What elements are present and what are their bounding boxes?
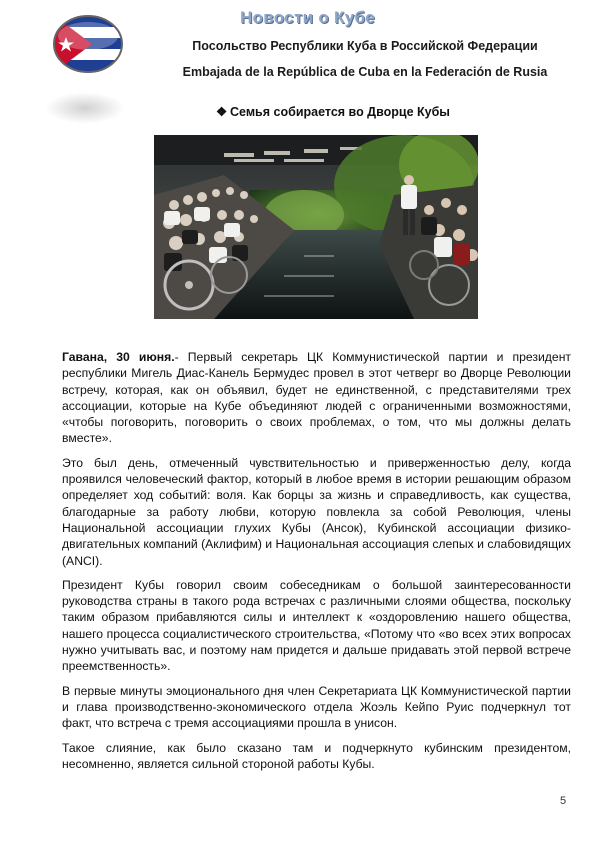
logo-shadow	[45, 92, 125, 124]
page-number: 5	[560, 795, 567, 807]
article-paragraph: Такое слияние, как было сказано там и подчеркнуто кубинским президентом, несомненно, является сильной стороной работы Кубы.	[62, 740, 571, 771]
bullet-icon: ❖	[216, 105, 228, 119]
article-paragraph	[62, 349, 571, 447]
news-title: Новости о Кубе	[239, 8, 376, 27]
article-paragraph: Это был день, отмеченный чувствительностью и приверженностью делу, когда проявился человеческий фактор, который в любое время в истории решающим образом определяет ход событий: воля. Как борцы за жизнь и справедливость, как существа, благодарные за работу любви, которую повлекла за собой Революция, члены Национальной ассоциации глухих Кубы (Ансок), Кубинской ассоциации физико-двигательных компаний (Аклифим) и Национальная ассоциация слепых и слабовидящих (ANCI).	[62, 455, 572, 568]
meeting-hall-photo	[154, 135, 478, 319]
embassy-name-russian: Посольство Республики Куба в Российской Федерации	[192, 39, 538, 53]
article-headline	[216, 104, 450, 119]
article-title: Семья собирается во Дворце Кубы	[230, 105, 450, 119]
article-paragraph: Президент Кубы говорил своим собеседникам о большой заинтересованности руководства страны в такого рода встречах с различными слоями общества, поскольку таким образом прибавляются силы и интеллект к «оздоровлению нашего общества, нашего процесса социалистического строительства, «Потому что «во всех этих вопросах нужно учитывать вас, и поэтому нам придется и дальше придавать этой первой встрече преемственность».	[62, 577, 571, 674]
embassy-name-spanish: Embajada de la República de Cuba en la Federación de Rusia	[182, 65, 548, 79]
dateline: Гавана, 30 июня.	[62, 350, 175, 364]
article-body	[62, 349, 571, 780]
masthead	[0, 0, 615, 95]
article-paragraph: В первые минуты эмоционального дня член Секретариата ЦК Коммунистической партии и глава производственно-экономического отдела Жоэль Кейпо Руис подчеркнул тот факт, что встреча с тремя ассоциациями прошла в унисон.	[62, 683, 571, 731]
paragraph-text: - Первый секретарь ЦК Коммунистической партии и президент республики Мигель Диас-Канель Бермудес провел в этот четверг во Дворце Революции встречу, которая, как он объявил, будет не единственной, с представителями трех ассоциации, которые на Кубе объединяют людей с ограниченными возможностями, «чтобы поговорить, поговорить о своих проблемах, о том, что мы должны делать вместе».	[62, 350, 572, 446]
